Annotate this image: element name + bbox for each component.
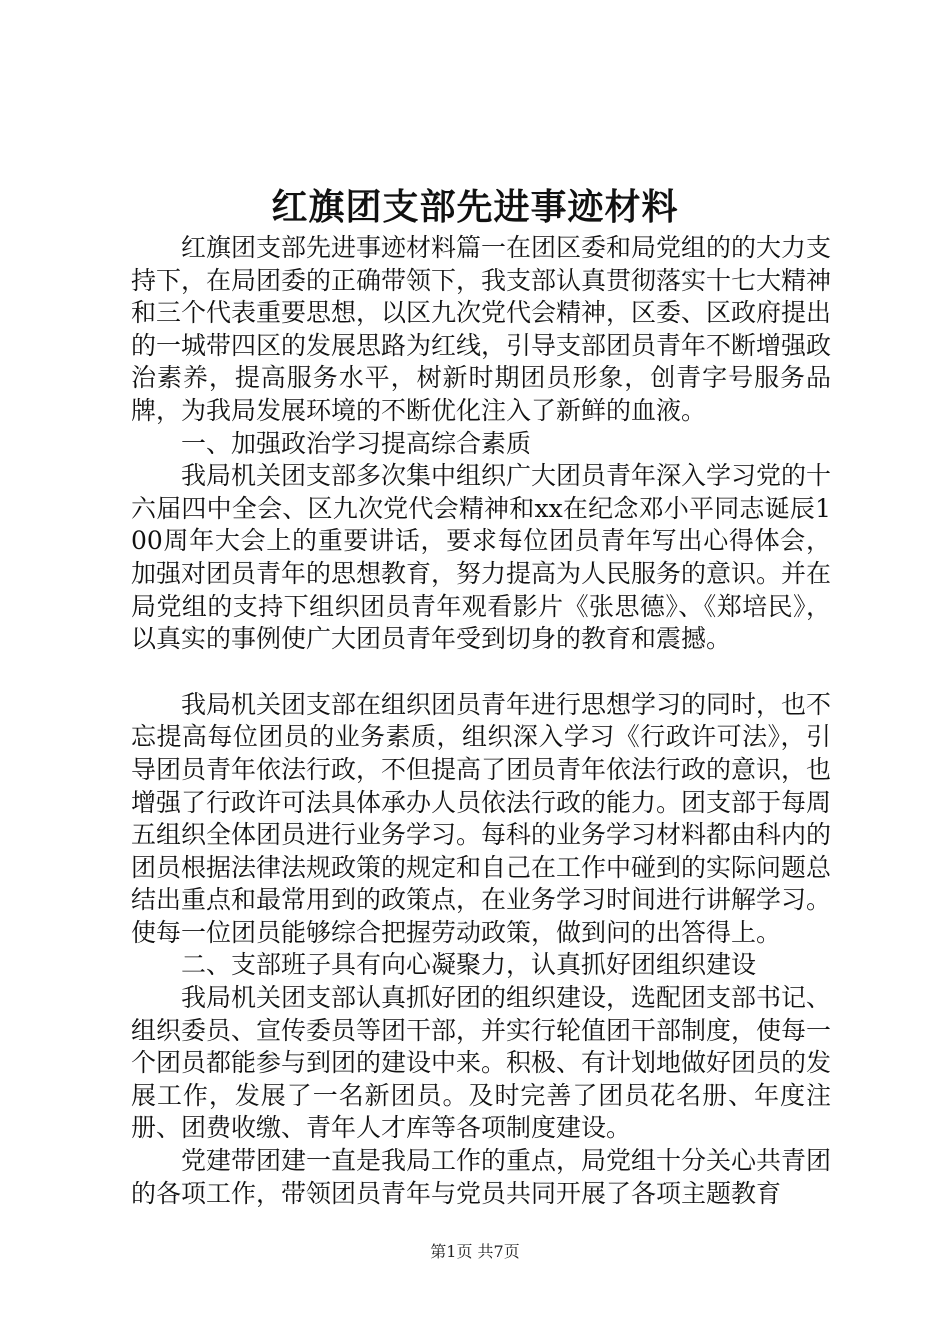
document-body — [131, 232, 831, 1210]
paragraph-party-building: 党建带团建一直是我局工作的重点，局党组十分关心共青团的各项工作，带领团员青年与党员共同开展了各项主题教育 — [131, 1146, 832, 1208]
paragraph-business-study: 我局机关团支部在组织团员青年进行思想学习的同时，也不忘提高每位团员的业务素质，组织深入学习《行政许可法》，引导团员青年依法行政，不但提高了团员青年依法行政的意识，也增强了行政许可法具体承办人员依法行政的能力。团支部于每周五组织全体团员进行业务学习。每科的业务学习材料都由科内的团员根据法律法规政策的规定和自己在工作中碰到的实际问题总结出重点和最常用到的政策点，在业务学习时间进行讲解学习。使每一位团员能够综合把握劳动政策，做到问的出答得上。 — [131, 689, 832, 947]
section-heading-1: 一、加强政治学习提高综合素质 — [181, 428, 532, 458]
page-footer: 第1页 共7页 — [430, 1242, 520, 1261]
section-heading-2: 二、支部班子具有向心凝聚力，认真抓好团组织建设 — [181, 950, 757, 980]
document-title: 红旗团支部先进事迹材料 — [271, 186, 679, 228]
paragraph-political-study: 我局机关团支部多次集中组织广大团员青年深入学习党的十六届四中全会、区九次党代会精神和xx在纪念邓小平同志诞辰100周年大会上的重要讲话，要求每位团员青年写出心得体会，加强对团员青年的思想教育，努力提高为人民服务的意识。并在局党组的支持下组织团员青年观看影片《张思德》、《郑培民》，以真实的事例使广大团员青年受到切身的教育和震撼。 — [131, 461, 832, 654]
paragraph-intro: 红旗团支部先进事迹材料篇一在团区委和局党组的的大力支持下，在局团委的正确带领下，我支部认真贯彻落实十七大精神和三个代表重要思想，以区九次党代会精神，区委、区政府提出的一城带四区的发展思路为红线，引导支部团员青年不断增强政治素养，提高服务水平，树新时期团员形象，创青字号服务品牌，为我局发展环境的不断优化注入了新鲜的血液。 — [131, 233, 832, 425]
paragraph-organization: 我局机关团支部认真抓好团的组织建设，选配团支部书记、组织委员、宣传委员等团干部，并实行轮值团干部制度，使每一个团员都能参与到团的建设中来。积极、有计划地做好团员的发展工作，发展了一名新团员。及时完善了团员花名册、年度注册、团费收缴、青年人才库等各项制度建设。 — [131, 983, 832, 1143]
